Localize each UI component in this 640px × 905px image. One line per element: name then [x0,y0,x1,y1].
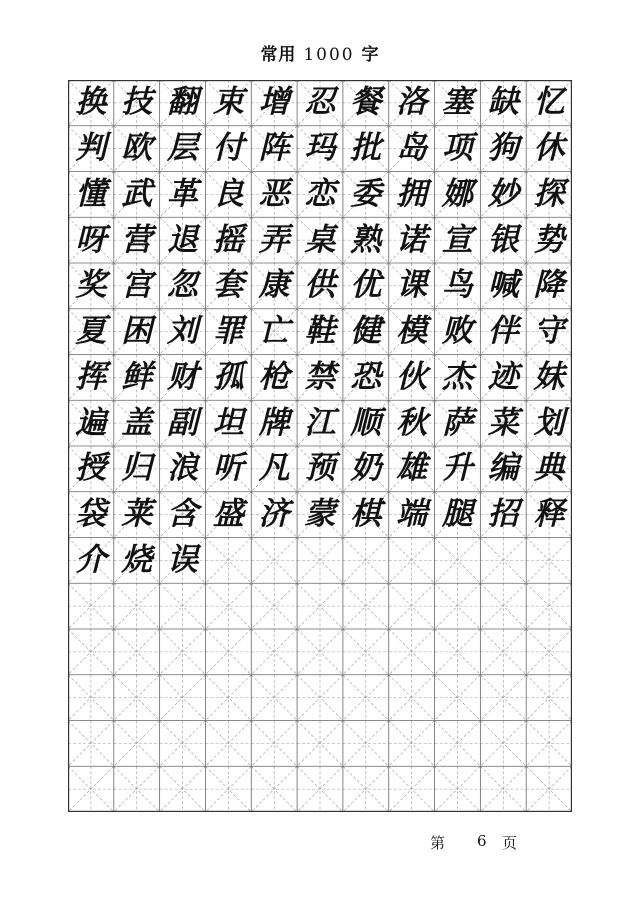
practice-character: 刘 [167,313,199,350]
practice-character: 项 [441,130,473,167]
practice-character: 秋 [396,404,428,441]
practice-character: 伴 [487,313,519,350]
practice-character: 委 [350,175,382,212]
practice-character: 凡 [258,450,290,487]
practice-character: 忆 [533,84,565,121]
practice-character: 桌 [304,221,336,258]
practice-character: 探 [533,175,565,212]
practice-character: 健 [350,313,382,350]
practice-character: 革 [167,175,199,212]
practice-character: 束 [212,84,244,121]
practice-character: 含 [167,496,199,533]
practice-character: 批 [350,130,382,167]
practice-character: 营 [121,221,153,258]
practice-character: 牌 [258,404,290,441]
practice-character: 升 [441,450,473,487]
practice-character: 副 [167,404,199,441]
practice-character: 武 [121,175,153,212]
practice-character: 岛 [396,130,428,167]
title-suffix: 字 [361,45,380,65]
practice-character: 换 [75,84,107,121]
practice-character: 塞 [441,84,473,121]
practice-character: 顺 [350,404,382,441]
practice-character: 挥 [75,358,107,395]
practice-character: 腿 [441,496,473,533]
practice-character: 缺 [487,84,519,121]
practice-character: 玛 [304,130,336,167]
practice-character: 孤 [212,358,244,395]
practice-character: 宣 [441,221,473,258]
practice-character: 禁 [304,358,336,395]
title-prefix: 常用 [260,45,297,65]
practice-character: 编 [487,450,519,487]
practice-character: 预 [304,450,336,487]
practice-character: 康 [258,267,290,304]
practice-character: 恋 [304,175,336,212]
practice-character: 技 [121,84,153,121]
practice-character: 伙 [396,358,428,395]
practice-character: 妙 [487,175,519,212]
practice-character: 划 [533,404,565,441]
practice-character: 奖 [75,267,107,304]
practice-character: 呀 [75,221,107,258]
practice-character: 棋 [350,496,382,533]
practice-character: 罪 [212,313,244,350]
practice-character: 济 [258,496,290,533]
practice-character: 宫 [121,267,153,304]
practice-character: 蒙 [304,496,336,533]
practice-character: 银 [487,221,519,258]
practice-character: 诺 [396,221,428,258]
practice-character: 恐 [350,358,382,395]
practice-character: 狗 [487,130,519,167]
page-number: 6 [477,832,487,850]
practice-character: 杰 [441,358,473,395]
practice-character: 雄 [396,450,428,487]
practice-character: 误 [167,541,199,578]
practice-character: 增 [258,84,290,121]
practice-character: 奶 [350,450,382,487]
practice-character: 鲜 [121,358,153,395]
practice-character: 典 [533,450,565,487]
practice-character: 套 [212,267,244,304]
practice-character: 归 [121,450,153,487]
practice-character: 判 [75,130,107,167]
practice-character: 困 [121,313,153,350]
practice-character: 莱 [121,496,153,533]
practice-character: 萨 [441,404,473,441]
practice-character: 妹 [533,358,565,395]
page-label-suffix: 页 [502,834,518,852]
character-cells [68,80,572,812]
practice-character: 烧 [121,541,153,578]
page-title [0,40,640,65]
practice-character: 坦 [212,404,244,441]
practice-character: 洛 [396,84,428,121]
practice-character: 忍 [304,84,336,121]
practice-character: 课 [396,267,428,304]
practice-character: 翻 [167,84,199,121]
practice-character: 介 [75,541,107,578]
practice-character: 鞋 [304,313,336,350]
practice-character: 熟 [350,221,382,258]
practice-character: 良 [212,175,244,212]
practice-character: 授 [75,450,107,487]
practice-character: 守 [533,313,565,350]
practice-character: 付 [212,130,244,167]
practice-grid [68,80,572,812]
practice-character: 娜 [441,175,473,212]
practice-character: 模 [396,313,428,350]
practice-character: 层 [167,130,199,167]
practice-character: 摇 [212,221,244,258]
practice-character: 败 [441,313,473,350]
practice-character: 袋 [75,496,107,533]
practice-character: 迹 [487,358,519,395]
practice-character: 江 [304,404,336,441]
practice-character: 喊 [487,267,519,304]
practice-character: 弄 [258,221,290,258]
practice-character: 盖 [121,404,153,441]
practice-character: 供 [304,267,336,304]
title-number: 1000 [303,45,355,65]
practice-character: 听 [212,450,244,487]
practice-character: 阵 [258,130,290,167]
practice-character: 退 [167,221,199,258]
practice-character: 懂 [75,175,107,212]
practice-character: 降 [533,267,565,304]
practice-character: 释 [533,496,565,533]
practice-character: 欧 [121,130,153,167]
practice-character: 菜 [487,404,519,441]
practice-character: 招 [487,496,519,533]
practice-character: 浪 [167,450,199,487]
practice-character: 亡 [258,313,290,350]
practice-character: 拥 [396,175,428,212]
practice-character: 恶 [258,175,290,212]
practice-character: 财 [167,358,199,395]
practice-character: 端 [396,496,428,533]
practice-character: 忽 [167,267,199,304]
page-label-prefix: 第 [430,834,446,852]
practice-character: 鸟 [441,267,473,304]
practice-character: 夏 [75,313,107,350]
practice-character: 枪 [258,358,290,395]
practice-character: 势 [533,221,565,258]
practice-character: 餐 [350,84,382,121]
practice-character: 休 [533,130,565,167]
practice-character: 优 [350,267,382,304]
practice-character: 遍 [75,404,107,441]
practice-character: 盛 [212,496,244,533]
